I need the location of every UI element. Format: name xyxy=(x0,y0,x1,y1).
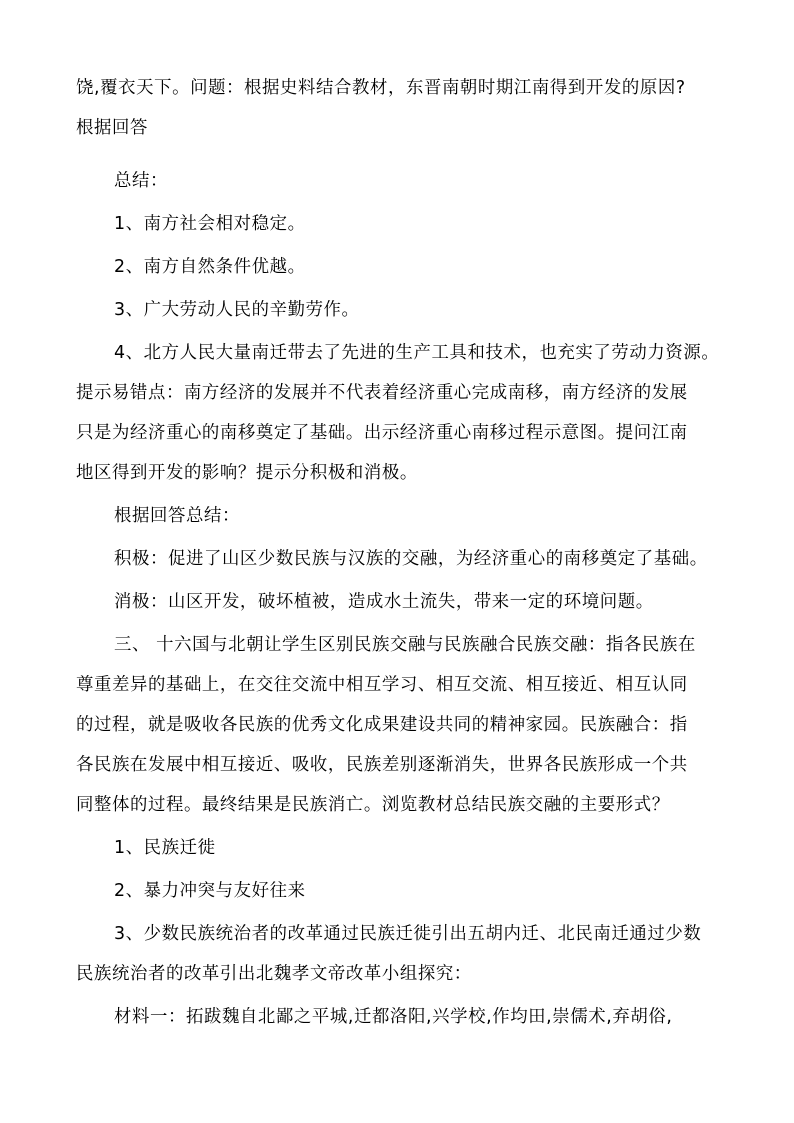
text-line: 同整体的过程。最终结果是民族消亡。浏览教材总结民族交融的主要形式？ xyxy=(76,795,670,815)
text-line: 的过程，就是吸收各民族的优秀文化成果建设共同的精神家园。民族融合：指 xyxy=(76,715,688,735)
list-item: 1、民族迁徙 xyxy=(114,838,216,858)
summary-heading: 总结： xyxy=(114,171,168,191)
list-item: 3、广大劳动人民的辛勤劳作。 xyxy=(114,300,360,320)
text-line: 民族统治者的改革引出北魏孝文帝改革小组探究： xyxy=(76,964,472,984)
text-line: 材料一：拓跋魏自北鄙之平城,迁都洛阳,兴学校,作均田,崇儒术,弃胡俗, xyxy=(114,1007,673,1027)
text-line: 饶,覆衣天下。问题：根据史料结合教材，东晋南朝时期江南得到开发的原因? xyxy=(76,78,686,98)
list-item: 4、北方人民大量南迁带去了先进的生产工具和技术，也充实了劳动力资源。 xyxy=(114,343,720,363)
section-heading: 三、 十六国与北朝让学生区别民族交融与民族融合民族交融：指各民族在 xyxy=(114,635,696,655)
list-item: 2、暴力冲突与友好往来 xyxy=(114,881,306,901)
list-item: 2、南方自然条件优越。 xyxy=(114,257,306,277)
text-line: 各民族在发展中相互接近、吸收，民族差别逐渐消失，世界各民族形成一个共 xyxy=(76,755,688,775)
text-line: 积极：促进了山区少数民族与汉族的交融，为经济重心的南移奠定了基础。 xyxy=(114,549,708,569)
text-line: 尊重差异的基础上，在交往交流中相互学习、相互交流、相互接近、相互认同 xyxy=(76,675,688,695)
list-item: 1、南方社会相对稳定。 xyxy=(114,214,306,234)
summary-heading: 根据回答总结： xyxy=(114,506,240,526)
text-line: 提示易错点：南方经济的发展并不代表着经济重心完成南移，南方经济的发展 xyxy=(76,383,688,403)
text-line: 只是为经济重心的南移奠定了基础。出示经济重心南移过程示意图。提问江南 xyxy=(76,423,688,443)
list-item: 3、少数民族统治者的改革通过民族迁徙引出五胡内迁、北民南迁通过少数 xyxy=(114,924,702,944)
text-line: 根据回答 xyxy=(76,118,148,138)
text-line: 消极：山区开发，破坏植被，造成水土流失，带来一定的环境问题。 xyxy=(114,592,654,612)
text-line: 地区得到开发的影响？提示分积极和消极。 xyxy=(76,463,418,483)
